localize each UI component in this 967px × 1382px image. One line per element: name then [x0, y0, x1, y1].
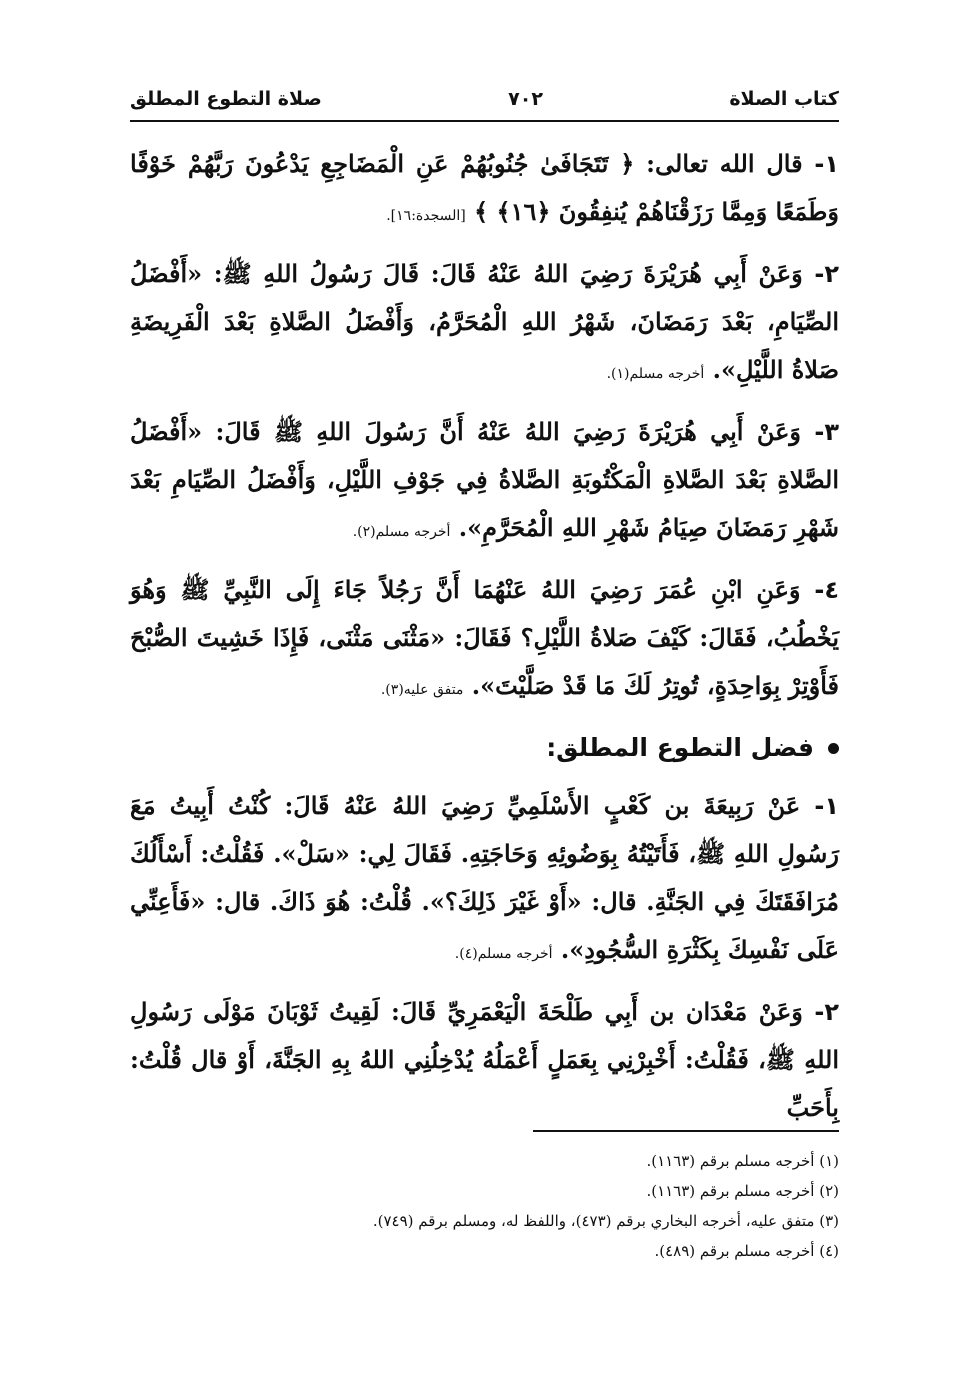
- running-header: [130, 84, 839, 114]
- footnote: (١) أخرجه مسلم برقم (١١٦٣).: [646, 1152, 839, 1170]
- item-text: وَعَنِ ابْنِ عُمَرَ رَضِيَ اللهُ عَنْهُمَا أَنَّ رَجُلاً جَاءَ إِلَى النَّبِيِّ ﷺ وَهُوَ يَخْطُبُ، فَقَالَ: كَيْفَ صَلاةُ اللَّيْلِ؟ فَقَالَ: «مَثْنَى مَثْنَى، فَإِذَا خَشِيتَ الصُّبْحَ فَأَوْتِرْ بِوَاحِدَةٍ، تُوتِرُ لَكَ مَا قَدْ صَلَّيْتَ».: [130, 575, 839, 700]
- item-source: أخرجه مسلم(٢).: [352, 524, 451, 540]
- hadith-item: [130, 566, 839, 714]
- hadith-item: [130, 250, 839, 398]
- item-text: عَنْ رَبِيعَةَ بن كَعْبٍ الأَسْلَمِيِّ رَضِيَ اللهُ عَنْهُ قَالَ: كُنْتُ أَبِيتُ مَعَ رَسُولِ اللهِ ﷺ، فَأَتَيْتُهُ بِوَضُوئِهِ وَحَاجَتِهِ. فَقَالَ لِي: «سَلْ». فَقُلْتُ: أَسْأَلُكَ مُرَافَقَتَكَ فِي الجَنَّةِ. قال: «أَوْ غَيْرَ ذَلِكَ؟». قُلْتُ: هُوَ ذَاكَ. قال: «فَأَعِنِّي عَلَى نَفْسِكَ بِكَثْرَةِ السُّجُودِ».: [130, 791, 839, 964]
- item-source: متفق عليه(٣).: [380, 682, 464, 698]
- item-number: ١-: [814, 150, 839, 178]
- item-source: [السجدة:١٦].: [386, 208, 466, 224]
- hadith-item: [130, 408, 839, 556]
- section-heading-text: فضل التطوع المطلق:: [546, 733, 814, 762]
- item-number: ٣-: [814, 418, 839, 446]
- item-number: ٢-: [814, 260, 839, 288]
- item-text: وَعَنْ أَبِي هُرَيْرَةَ رَضِيَ اللهُ عَنْهُ أَنَّ رَسُولَ اللهِ ﷺ قَالَ: «أَفْضَلُ الصَّلاةِ بَعْدَ الصَّلاةِ الْمَكْتُوبَةِ الصَّلاةُ فِي جَوْفِ اللَّيْلِ، وَأَفْضَلُ الصِّيَامِ بَعْدَ شَهْرِ رَمَضَانَ صِيَامُ شَهْرِ اللهِ الْمُحَرَّمِ».: [130, 417, 839, 542]
- main-text: [130, 140, 839, 1142]
- item-text: قال الله تعالى: ﴿ تَتَجَافَىٰ جُنُوبُهُمْ عَنِ الْمَضَاجِعِ يَدْعُونَ رَبَّهُمْ خَوْفًا وَطَمَعًا وَمِمَّا رَزَقْنَاهُمْ يُنفِقُونَ ﴿١٦﴾ ﴾: [130, 149, 839, 226]
- hadith-item: [130, 988, 839, 1132]
- chapter-title: صلاة التطوع المطلق: [130, 88, 322, 110]
- hadith-item: [130, 140, 839, 240]
- footnote: (٢) أخرجه مسلم برقم (١١٦٣).: [646, 1182, 839, 1200]
- item-number: ٢-: [814, 998, 839, 1026]
- footnote: (٤) أخرجه مسلم برقم (٤٨٩).: [654, 1242, 839, 1260]
- header-rule: [130, 120, 839, 122]
- footnotes: [130, 1146, 839, 1266]
- item-number: ١-: [814, 792, 840, 820]
- book-title: كتاب الصلاة: [729, 88, 839, 110]
- item-source: أخرجه مسلم(١).: [606, 366, 705, 382]
- footnote-rule: [533, 1130, 839, 1132]
- item-source: أخرجه مسلم(٤).: [454, 946, 553, 962]
- section-heading: [130, 724, 839, 772]
- hadith-item: [130, 782, 839, 978]
- footnote: (٣) متفق عليه، أخرجه البخاري برقم (٤٧٣)، واللفظ له، ومسلم برقم (٧٤٩).: [372, 1212, 839, 1230]
- bullet-icon: [828, 743, 839, 754]
- item-number: ٤-: [814, 576, 840, 604]
- page-number: ٧٠٢: [508, 88, 543, 110]
- item-text: وَعَنْ مَعْدَان بن أَبِي طَلْحَةَ الْيَعْمَرِيِّ قَالَ: لَقِيتُ ثَوْبَانَ مَوْلَى رَسُولِ اللهِ ﷺ، فَقُلْتُ: أَخْبِرْنِي بِعَمَلٍ أَعْمَلُهُ يُدْخِلُنِي اللهُ بِهِ الجَنَّةَ، أَوْ قال قُلْتُ: بِأَحَبِّ: [130, 997, 839, 1122]
- item-text: وَعَنْ أَبِي هُرَيْرَةَ رَضِيَ اللهُ عَنْهُ قَالَ: قَالَ رَسُولُ اللهِ ﷺ: «أَفْضَلُ الصِّيَامِ، بَعْدَ رَمَضَانَ، شَهْرُ اللهِ الْمُحَرَّمُ، وَأَفْضَلُ الصَّلاةِ بَعْدَ الْفَرِيضَةِ صَلاةُ اللَّيْلِ».: [130, 259, 839, 384]
